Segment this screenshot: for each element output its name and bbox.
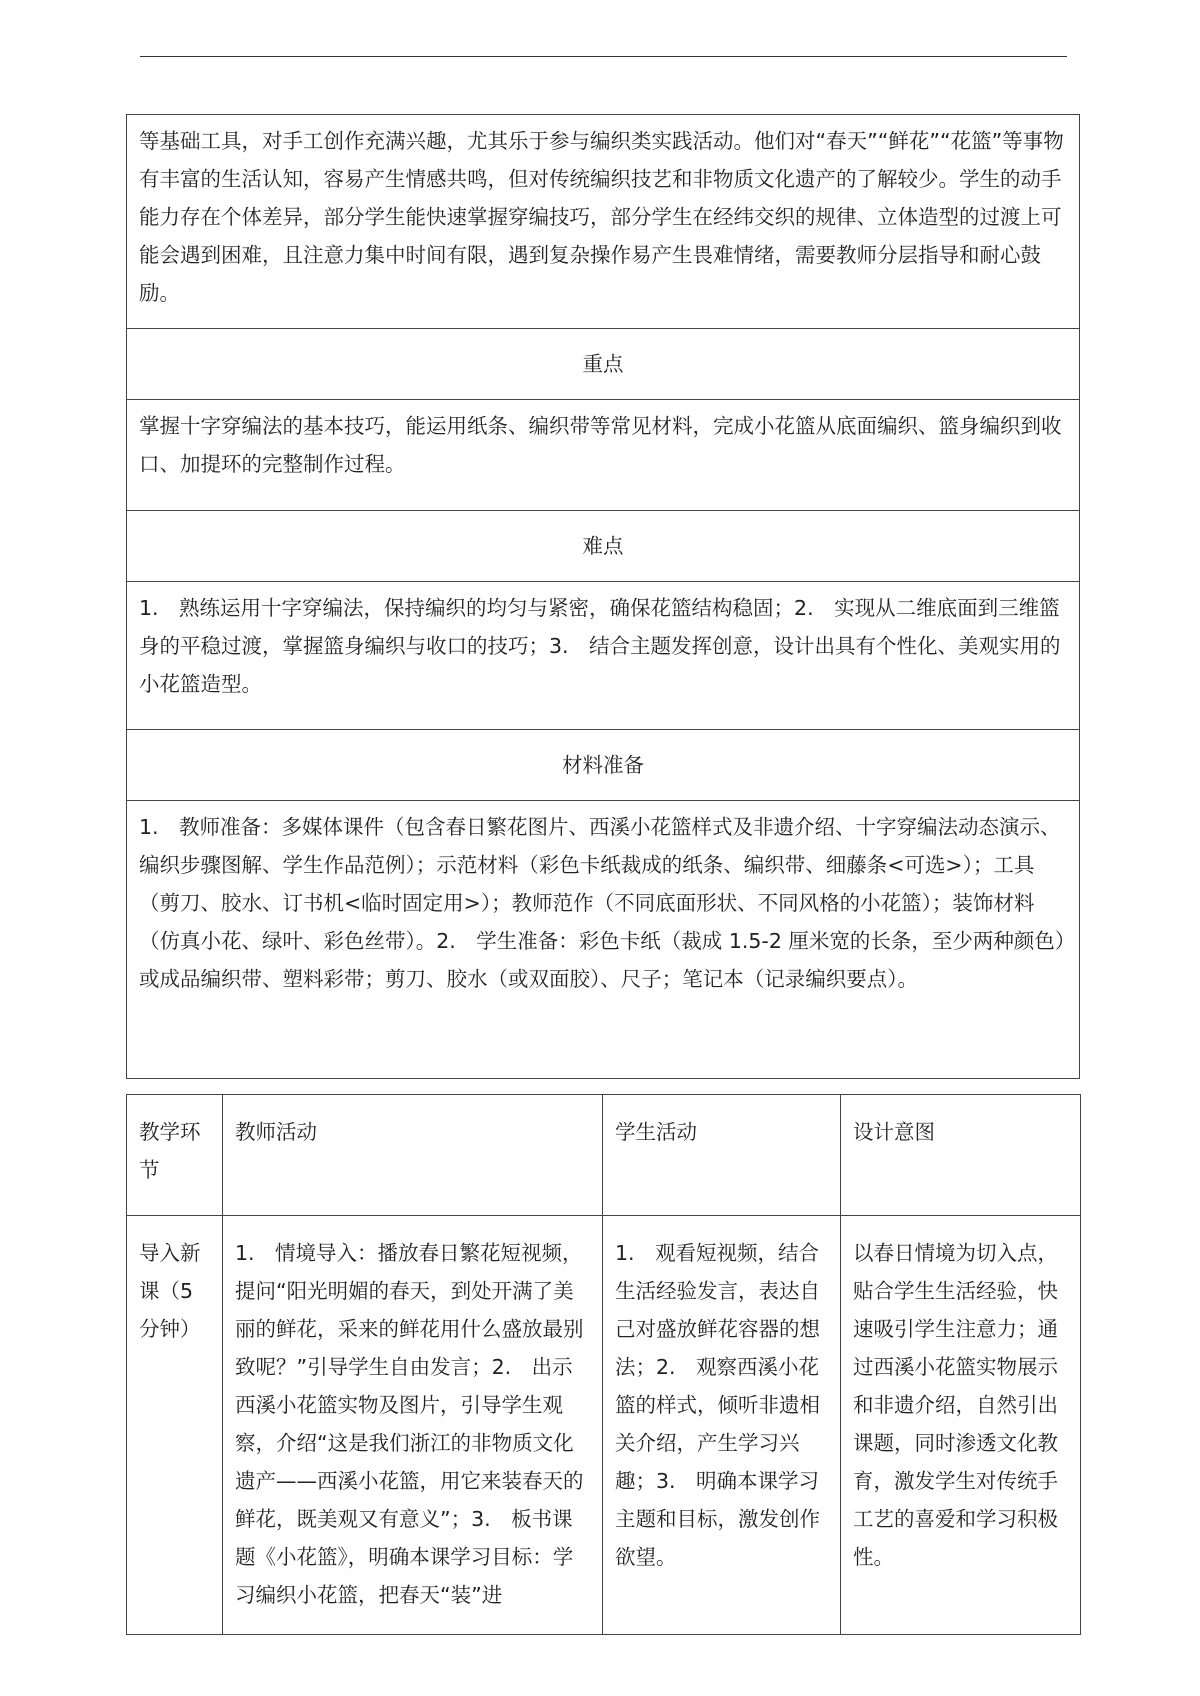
header-student-activity: 学生活动 [603,1095,841,1216]
key-point-text: 掌握十字穿编法的基本技巧，能运用纸条、编织带等常见材料，完成小花篮从底面编织、篮身编织到收口、加提环的完整制作过程。 [127,400,1080,511]
table-row [127,1216,1081,1635]
header-design-intent: 设计意图 [841,1095,1081,1216]
student-activity-cell: 1. 观看短视频，结合生活经验发言，表达自己对盛放鲜花容器的想法；2. 观察西溪小花篮的样式，倾听非遗相关介绍，产生学习兴趣；3. 明确本课学习主题和目标，激发创作欲望。 [603,1216,841,1635]
header-rule [140,56,1067,57]
stage-cell: 导入新课（5分钟） [127,1216,223,1635]
student-analysis-cell: 等基础工具，对手工创作充满兴趣，尤其乐于参与编织类实践活动。他们对“春天”“鲜花”“花篮”等事物有丰富的生活认知，容易产生情感共鸣，但对传统编织技艺和非物质文化遗产的了解较少。学生的动手能力存在个体差异，部分学生能快速掌握穿编技巧，部分学生在经纬交织的规律、立体造型的过渡上可能会遇到困难，且注意力集中时间有限，遇到复杂操作易产生畏难情绪，需要教师分层指导和耐心鼓励。 [127,115,1080,329]
key-point-heading: 重点 [127,329,1080,400]
lesson-plan-table [126,114,1080,1079]
materials-text: 1. 教师准备：多媒体课件（包含春日繁花图片、西溪小花篮样式及非遗介绍、十字穿编法动态演示、编织步骤图解、学生作品范例）；示范材料（彩色卡纸裁成的纸条、编织带、细藤条<可选>）；工具（剪刀、胶水、订书机<临时固定用>）；教师范作（不同底面形状、不同风格的小花篮）；装饰材料（仿真小花、绿叶、彩色丝带）。2. 学生准备：彩色卡纸（裁成 1.5-2 厘米宽的长条，至少两种颜色）或成品编织带、塑料彩带；剪刀、胶水（或双面胶）、尺子；笔记本（记录编织要点）。 [127,801,1080,1079]
teaching-process-table [126,1094,1081,1635]
header-stage: 教学环节 [127,1095,223,1216]
difficulty-heading: 难点 [127,511,1080,582]
materials-heading: 材料准备 [127,730,1080,801]
table-header-row [127,1095,1081,1216]
teacher-activity-cell: 1. 情境导入：播放春日繁花短视频，提问“阳光明媚的春天，到处开满了美丽的鲜花，采来的鲜花用什么盛放最别致呢？”引导学生自由发言；2. 出示西溪小花篮实物及图片，引导学生观察，介绍“这是我们浙江的非物质文化遗产——西溪小花篮，用它来装春天的鲜花，既美观又有意义”；3. 板书课题《小花篮》，明确本课学习目标：学习编织小花篮，把春天“装”进 [223,1216,603,1635]
difficulty-text: 1. 熟练运用十字穿编法，保持编织的均匀与紧密，确保花篮结构稳固；2. 实现从二维底面到三维篮身的平稳过渡，掌握篮身编织与收口的技巧；3. 结合主题发挥创意，设计出具有个性化、美观实用的小花篮造型。 [127,582,1080,730]
header-teacher-activity: 教师活动 [223,1095,603,1216]
design-intent-cell: 以春日情境为切入点，贴合学生生活经验，快速吸引学生注意力；通过西溪小花篮实物展示和非遗介绍，自然引出课题，同时渗透文化教育，激发学生对传统手工艺的喜爱和学习积极性。 [841,1216,1081,1635]
